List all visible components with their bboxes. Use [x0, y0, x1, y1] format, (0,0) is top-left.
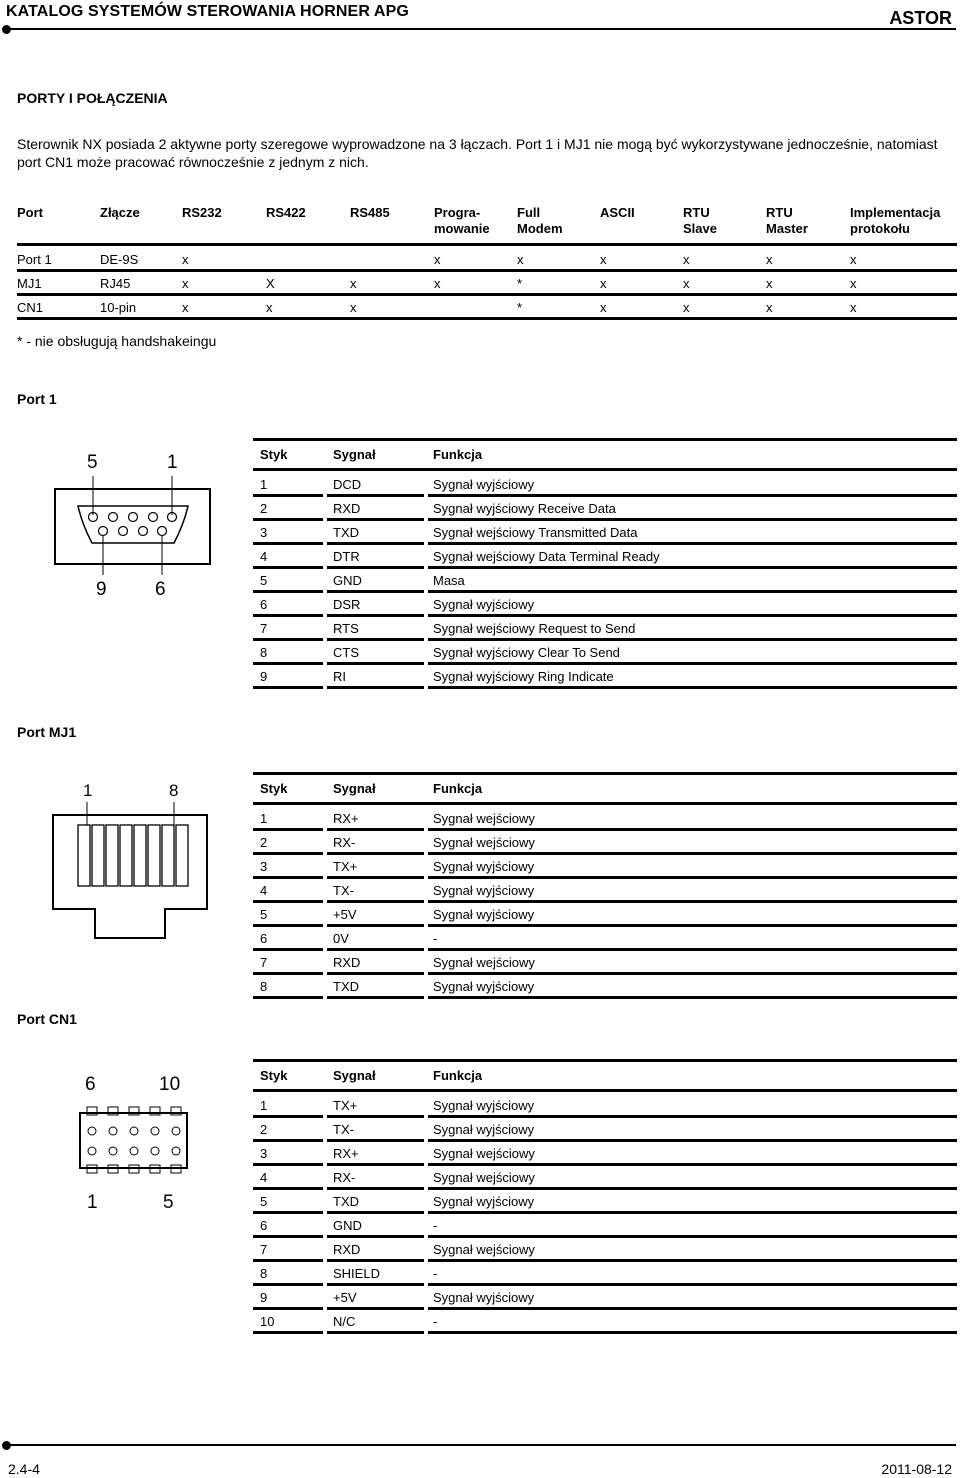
header-title: KATALOG SYSTEMÓW STEROWANIA HORNER APG [6, 3, 409, 20]
table-cell: Sygnał wejściowy Transmitted Data [433, 525, 638, 540]
table-cell: 7 [260, 955, 268, 970]
table-cell: Sygnał wejściowy Request to Send [433, 621, 636, 636]
table-cell: DCD [333, 477, 362, 492]
table-row [253, 568, 957, 592]
table-cell: RXD [333, 955, 361, 970]
table-row [253, 878, 957, 902]
footnote: * - nie obsługują handshakeingu [17, 333, 217, 349]
table-cell: 4 [260, 549, 268, 564]
cap-cell: x [182, 276, 189, 291]
db9-connector-diagram [50, 440, 220, 605]
table-cell: Sygnał wyjściowy [433, 1122, 535, 1137]
table-cell: TXD [333, 979, 359, 994]
table-cell: +5V [333, 907, 357, 922]
table-cell: 4 [260, 1170, 268, 1185]
pin-label-5: 5 [163, 1192, 174, 1213]
cap-cell: x [182, 300, 189, 315]
cap-cell: DE-9S [100, 252, 139, 267]
table-cell: Sygnał wyjściowy [433, 477, 535, 492]
pin-label-6: 6 [85, 1074, 96, 1095]
table-row [253, 1141, 957, 1165]
table-cell: 5 [260, 1194, 268, 1209]
column-header: Sygnał [333, 781, 376, 796]
cap-header-9 [766, 205, 808, 237]
cap-cell: x [683, 276, 690, 291]
table-cell: TX+ [333, 859, 358, 874]
pin-label-1: 1 [87, 1192, 98, 1213]
table-cell: Sygnał wyjściowy [433, 1098, 535, 1113]
cap-cell: x [766, 276, 773, 291]
rj45-connector-diagram [50, 778, 210, 958]
table-cell: RX+ [333, 1146, 359, 1161]
cap-cell: x [850, 276, 857, 291]
row-rule [327, 686, 424, 689]
cap-header-1 [100, 205, 140, 221]
cap-header-10 [850, 205, 940, 237]
table-cell: 3 [260, 1146, 268, 1161]
cap-cell: x [182, 252, 189, 267]
row-rule [253, 686, 323, 689]
table-cell: RX+ [333, 811, 359, 826]
table-cell: - [433, 1266, 438, 1281]
table-cell: Sygnał wejściowy [433, 955, 535, 970]
table-cell: 0V [333, 931, 349, 946]
pin-label-8: 8 [169, 781, 179, 800]
cap-header-line1: Full [517, 205, 541, 220]
cap-header-3 [266, 205, 306, 221]
cap-header-line1: RTU [766, 205, 793, 220]
pin-label-6: 6 [155, 579, 166, 600]
table-cell: 6 [260, 1218, 268, 1233]
table-cell: TX+ [333, 1098, 358, 1113]
table-cell: 8 [260, 1266, 268, 1281]
table-row [253, 1093, 957, 1117]
table-cell: 4 [260, 883, 268, 898]
table-cell: 8 [260, 979, 268, 994]
cap-cell: Port 1 [17, 252, 52, 267]
cap-header-rule [17, 243, 957, 246]
header-brand: ASTOR [889, 8, 952, 28]
table-row [253, 1237, 957, 1261]
table-cell: RXD [333, 1242, 361, 1257]
cap-header-0 [17, 205, 43, 221]
table-cell: +5V [333, 1290, 357, 1305]
column-header: Funkcja [433, 1068, 483, 1083]
table-cell: 10 [260, 1314, 275, 1329]
row-rule [327, 996, 424, 999]
table-cell: N/C [333, 1314, 356, 1329]
table-cell: Sygnał wyjściowy Ring Indicate [433, 669, 614, 684]
intro-paragraph: Sterownik NX posiada 2 aktywne porty szeregowe wyprowadzone na 3 łączach. Port 1 i MJ1 nie mogą być wykorzystywane jednocześnie, natomiast port CN1 może pracować równocześnie z jednym z nich. [17, 136, 938, 170]
cap-cell: * [517, 276, 523, 291]
table-cell: 3 [260, 525, 268, 540]
table-cell: RI [333, 669, 346, 684]
cn1-10pin-connector-diagram [75, 1066, 195, 1216]
table-cell: Sygnał wyjściowy [433, 883, 535, 898]
table-cell: 9 [260, 669, 268, 684]
cap-header-line1: Port [17, 205, 43, 220]
table-top-rule [253, 1059, 957, 1062]
cap-header-line2: Slave [683, 221, 717, 236]
table-row [253, 1309, 957, 1333]
table-cell: SHIELD [333, 1266, 380, 1281]
cap-cell: x [766, 252, 773, 267]
row-rule [253, 1331, 323, 1334]
table-cell: GND [333, 1218, 362, 1233]
cap-header-line2: protokołu [850, 221, 910, 236]
table-cell: Sygnał wyjściowy [433, 859, 535, 874]
mj1-title: Port MJ1 [17, 724, 77, 740]
table-row [253, 544, 957, 568]
table-cell: 2 [260, 1122, 268, 1137]
table-cell: 5 [260, 907, 268, 922]
cap-header-line1: RS422 [266, 205, 306, 220]
cap-cell: MJ1 [17, 276, 42, 291]
row-rule [428, 686, 957, 689]
table-cell: DTR [333, 549, 360, 564]
column-header: Sygnał [333, 1068, 376, 1083]
table-row [253, 616, 957, 640]
section-title: PORTY I POŁĄCZENIA [17, 90, 168, 106]
cap-cell: x [683, 252, 690, 267]
table-cell: 5 [260, 573, 268, 588]
cap-cell: x [517, 252, 524, 267]
cap-cell: x [850, 252, 857, 267]
cap-cell: X [266, 276, 275, 291]
pin-label-10: 10 [159, 1074, 181, 1095]
cap-cell: x [683, 300, 690, 315]
table-cell: Sygnał wyjściowy [433, 1290, 535, 1305]
table-row [253, 592, 957, 616]
table-cell: 1 [260, 477, 268, 492]
table-cell: 7 [260, 621, 268, 636]
table-cell: 7 [260, 1242, 268, 1257]
column-header: Funkcja [433, 447, 483, 462]
table-cell: Sygnał wejściowy [433, 1170, 535, 1185]
table-cell: RX- [333, 835, 356, 850]
cap-header-line1: RS485 [350, 205, 390, 220]
column-header: Styk [260, 447, 288, 462]
table-cell: Sygnał wyjściowy [433, 907, 535, 922]
table-row [253, 520, 957, 544]
table-row [253, 1261, 957, 1285]
cap-header-line2: mowanie [434, 221, 490, 236]
cap-cell: 10-pin [100, 300, 137, 315]
table-cell: Sygnał wyjściowy [433, 1194, 535, 1209]
footer-date: 2011-08-12 [881, 1461, 952, 1477]
page-number: 2.4-4 [8, 1461, 40, 1477]
table-cell: - [433, 1314, 438, 1329]
table-cell: - [433, 931, 438, 946]
table-row [253, 1213, 957, 1237]
table-row [253, 854, 957, 878]
header-rule [6, 28, 956, 30]
row-rule [428, 996, 957, 999]
cap-header-8 [683, 205, 717, 237]
cap-header-line1: RS232 [182, 205, 222, 220]
cap-cell: x [350, 276, 357, 291]
table-cell: DSR [333, 597, 361, 612]
cap-cell: x [850, 300, 857, 315]
cap-header-line1: RTU [683, 205, 710, 220]
table-row [253, 830, 957, 854]
table-row [253, 902, 957, 926]
table-cell: TXD [333, 525, 359, 540]
table-cell: 1 [260, 811, 268, 826]
table-cell: Sygnał wyjściowy [433, 597, 535, 612]
table-cell: 2 [260, 501, 268, 516]
table-cell: TX- [333, 1122, 354, 1137]
row-rule [428, 1331, 957, 1334]
cap-cell: x [434, 252, 441, 267]
table-cell: 1 [260, 1098, 268, 1113]
table-cell: Sygnał wyjściowy Clear To Send [433, 645, 620, 660]
cap-cell: x [600, 252, 607, 267]
cap-header-line2: Modem [517, 221, 563, 236]
table-cell: Sygnał wejściowy Data Terminal Ready [433, 549, 660, 564]
table-cell: 8 [260, 645, 268, 660]
table-cell: RTS [333, 621, 359, 636]
header-rule [253, 468, 957, 471]
pin-label-1: 1 [83, 781, 93, 800]
cap-cell: x [350, 300, 357, 315]
table-row [253, 926, 957, 950]
table-cell: 3 [260, 859, 268, 874]
cn1-title: Port CN1 [17, 1011, 77, 1027]
table-cell: RXD [333, 501, 361, 516]
table-row [253, 1189, 957, 1213]
row-rule [327, 1331, 424, 1334]
cap-cell: x [600, 276, 607, 291]
table-cell: TX- [333, 883, 354, 898]
cap-header-line2: Master [766, 221, 808, 236]
column-header: Styk [260, 1068, 288, 1083]
table-row [253, 806, 957, 830]
table-cell: Masa [433, 573, 465, 588]
table-cell: GND [333, 573, 362, 588]
pin-label-9: 9 [96, 579, 107, 600]
cap-header-line1: ASCII [600, 205, 635, 220]
table-cell: Sygnał wyjściowy Receive Data [433, 501, 616, 516]
table-cell: - [433, 1218, 438, 1233]
port1-title: Port 1 [17, 391, 57, 407]
cap-cell: RJ45 [100, 276, 131, 291]
table-row [253, 1117, 957, 1141]
table-row [253, 664, 957, 688]
column-header: Funkcja [433, 781, 483, 796]
table-row [253, 1285, 957, 1309]
table-row [253, 472, 957, 496]
table-cell: RX- [333, 1170, 356, 1185]
table-cell: 6 [260, 597, 268, 612]
cap-cell: x [766, 300, 773, 315]
cap-header-line1: Progra- [434, 205, 481, 220]
header-rule [253, 802, 957, 805]
table-cell: CTS [333, 645, 359, 660]
cap-header-2 [182, 205, 222, 221]
table-top-rule [253, 772, 957, 775]
column-header: Sygnał [333, 447, 376, 462]
cap-header-line1: Złącze [100, 205, 140, 220]
table-cell: 6 [260, 931, 268, 946]
pin-label-1: 1 [167, 452, 178, 473]
cap-header-7 [600, 205, 635, 221]
table-row [253, 1165, 957, 1189]
cap-row-rule [17, 317, 957, 320]
table-row [253, 950, 957, 974]
cap-cell: x [434, 276, 441, 291]
table-cell: Sygnał wejściowy [433, 811, 535, 826]
table-cell: Sygnał wejściowy [433, 1146, 535, 1161]
cap-cell: x [600, 300, 607, 315]
table-cell: Sygnał wyjściowy [433, 979, 535, 994]
table-cell: Sygnał wejściowy [433, 835, 535, 850]
cap-cell: * [517, 300, 523, 315]
table-cell: 2 [260, 835, 268, 850]
cap-header-5 [434, 205, 490, 237]
table-row [253, 496, 957, 520]
table-cell: 9 [260, 1290, 268, 1305]
table-top-rule [253, 438, 957, 441]
cap-header-4 [350, 205, 390, 221]
footer-rule [6, 1444, 956, 1446]
cap-cell: CN1 [17, 300, 44, 315]
column-header: Styk [260, 781, 288, 796]
cap-header-6 [517, 205, 563, 237]
header-rule [253, 1089, 957, 1092]
cap-header-line1: Implementacja [850, 205, 941, 220]
table-cell: TXD [333, 1194, 359, 1209]
row-rule [253, 996, 323, 999]
pin-label-5: 5 [87, 452, 98, 473]
table-row [253, 640, 957, 664]
cap-cell: x [266, 300, 273, 315]
table-cell: Sygnał wejściowy [433, 1242, 535, 1257]
table-row [253, 974, 957, 998]
